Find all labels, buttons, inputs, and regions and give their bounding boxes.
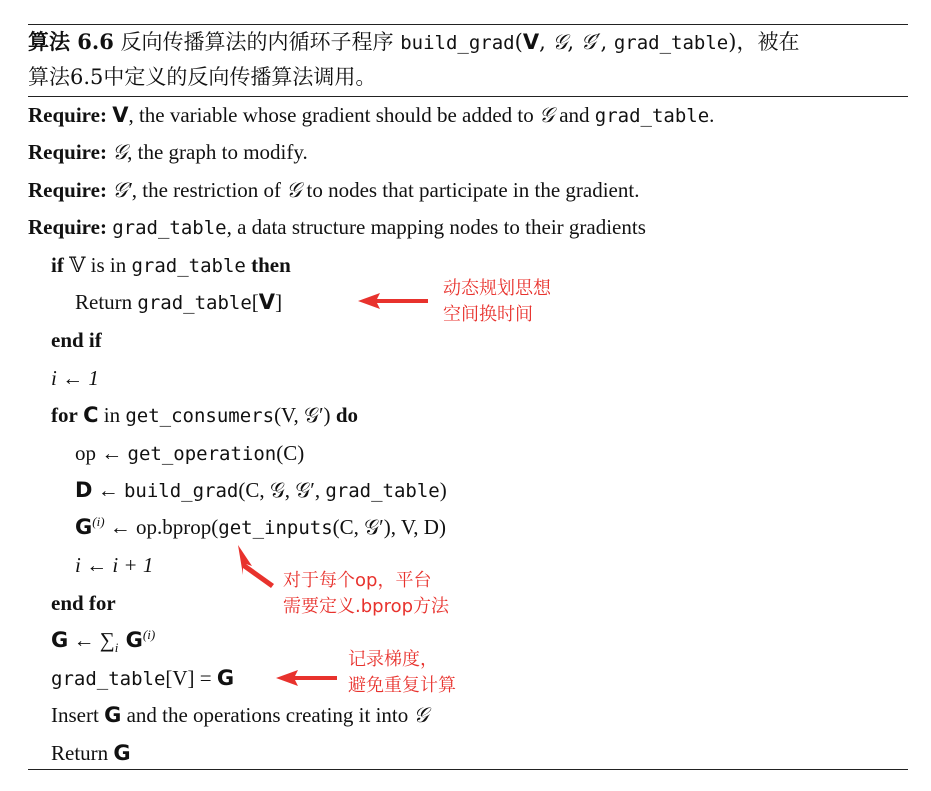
annotation-record-gradient: 记录梯度， 避免重复计算 — [348, 649, 456, 696]
i-init-line: i ← 1 — [51, 366, 99, 390]
require-line-4: Require: grad_table, a data structure mapping nodes to their gradients — [28, 215, 646, 239]
arrow-left-icon — [358, 293, 428, 309]
return-table-line: Return grad_table[V] — [75, 290, 283, 314]
arrow-left-icon — [276, 670, 337, 686]
bottom-rule — [28, 769, 908, 770]
arrow-up-left-icon — [238, 545, 274, 588]
final-return-line: Return G — [51, 741, 131, 765]
op-line: op ← get_operation(C) — [75, 441, 305, 465]
insert-line: Insert G and the operations creating it into 𝒢 — [51, 703, 429, 727]
caption-line-2: 算法6.5中定义的反向传播算法调用。 — [28, 65, 377, 89]
require-line-1: Require: V, the variable whose gradient should be added to 𝒢 and grad_table. — [28, 103, 715, 127]
annotation-bprop: 对于每个op，平台 需要定义.bprop方法 — [283, 570, 450, 617]
require-line-2: Require: 𝒢, the graph to modify. — [28, 140, 308, 164]
caption-label: 算法 6.6 — [28, 29, 114, 54]
assign-line: grad_table[V] = G — [51, 666, 235, 690]
caption-text: 反向传播算法的内循环子程序 — [120, 30, 394, 54]
end-for-line: end for — [51, 591, 116, 615]
increment-line: i ← i + 1 — [75, 553, 154, 577]
sum-line: G ← $\sum_i$ $G^{(i)}$ — [51, 627, 156, 656]
if-line: if 𝕍 is in grad_table then — [51, 253, 291, 277]
algorithm-caption: 算法 6.6 反向传播算法的内循环子程序 build_grad(V, 𝒢, 𝒢′, grad_table)，被在 — [28, 29, 800, 54]
d-line: D ← build_grad(C, 𝒢, 𝒢′, grad_table) — [75, 478, 447, 502]
g-bprop-line: $G^{(i)}$ ← op.bprop(get_inputs(C, 𝒢′), V, D) — [75, 514, 446, 539]
caption-rule — [28, 96, 908, 97]
annotation-dynamic-programming: 动态规划思想 空间换时间 — [443, 278, 551, 325]
caption-func: build_grad — [400, 32, 515, 54]
end-if-line: end if — [51, 328, 102, 352]
for-line: for C in get_consumers(V, 𝒢′) do — [51, 403, 358, 427]
require-line-3: Require: 𝒢′, the restriction of 𝒢 to nodes that participate in the gradient. — [28, 178, 640, 202]
